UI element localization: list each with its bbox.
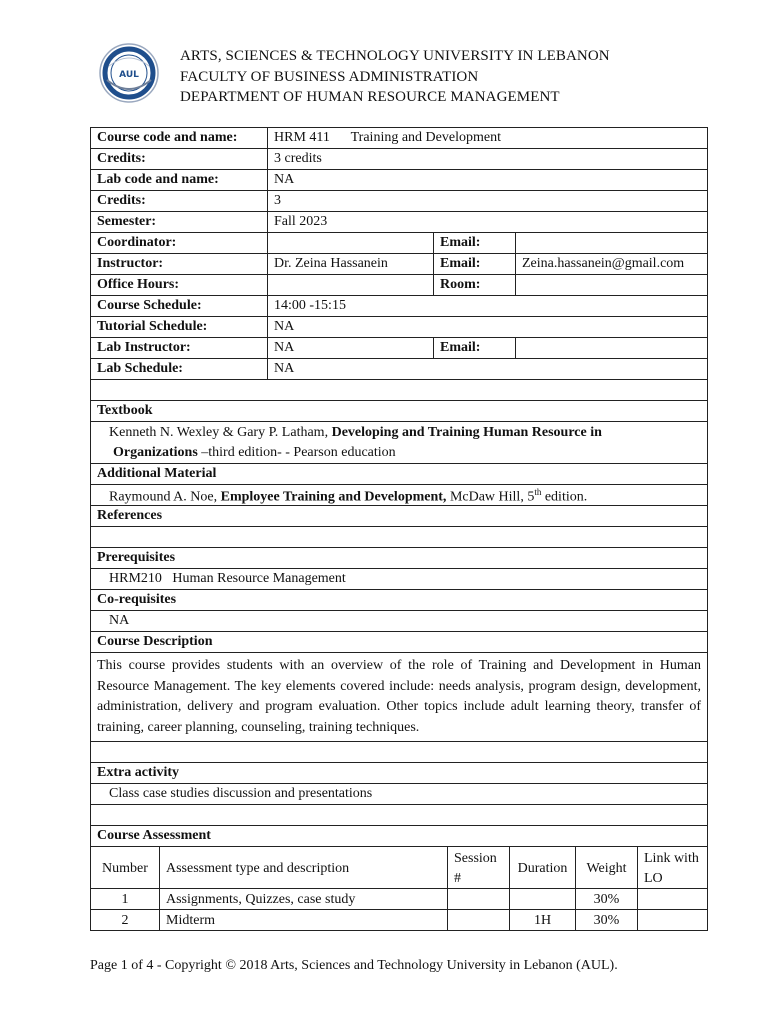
label-coordinator-email: Email: <box>433 233 515 253</box>
section-course-assessment <box>90 825 708 846</box>
value-tutorial-schedule: NA <box>267 317 707 337</box>
cell-duration: 1H <box>509 910 575 930</box>
row-semester <box>90 211 708 232</box>
col-link-lo: Link with LO <box>637 847 707 888</box>
label-credits: Credits: <box>97 151 146 166</box>
corequisites-value: NA <box>109 613 130 628</box>
course-description-content <box>90 652 708 741</box>
cell-session <box>447 910 509 930</box>
course-syllabus-table <box>90 127 708 931</box>
additional-material-text <box>91 485 707 505</box>
additional-material-content <box>90 484 708 505</box>
cell-link-lo <box>637 889 707 909</box>
heading-course-description: Course Description <box>97 634 213 649</box>
cell-weight: 30% <box>575 889 637 909</box>
label-office-hours: Office Hours: <box>97 277 180 292</box>
value-lab-credits: 3 <box>267 191 707 211</box>
cell-assessment-type: Midterm <box>159 910 447 930</box>
row-lab-instructor <box>90 337 708 358</box>
prerequisites-content <box>90 568 708 589</box>
section-textbook <box>90 400 708 421</box>
col-assessment-type: Assessment type and description <box>159 847 447 888</box>
row-coordinator <box>90 232 708 253</box>
label-room: Room: <box>433 275 515 295</box>
label-instructor-email: Email: <box>433 254 515 274</box>
table-row <box>90 909 708 931</box>
value-credits: 3 credits <box>267 149 707 169</box>
page-footer: Page 1 of 4 - Copyright © 2018 Arts, Sciences and Technology University in Lebanon (AUL). <box>90 958 618 973</box>
spacer-row-2 <box>90 741 708 762</box>
textbook-edition: –third edition- - Pearson education <box>197 445 396 460</box>
additional-author: Raymound A. Noe, <box>109 489 221 505</box>
row-course-schedule <box>90 295 708 316</box>
row-lab-schedule <box>90 358 708 379</box>
textbook-title-line1: Developing and Training Human Resource in <box>331 425 602 440</box>
value-lab-instructor: NA <box>267 338 433 358</box>
row-course-code <box>90 127 708 148</box>
additional-edition: edition. <box>541 489 588 505</box>
corequisites-content <box>90 610 708 631</box>
value-lab-schedule: NA <box>267 359 707 379</box>
label-tutorial-schedule: Tutorial Schedule: <box>97 319 208 334</box>
label-lab-schedule: Lab Schedule: <box>97 361 183 376</box>
heading-textbook: Textbook <box>97 403 153 418</box>
faculty-name: FACULTY OF BUSINESS ADMINISTRATION <box>180 68 479 85</box>
label-lab-code: Lab code and name: <box>97 172 219 187</box>
prerequisites-value: HRM210 Human Resource Management <box>109 571 346 586</box>
value-semester: Fall 2023 <box>267 212 707 232</box>
value-coordinator <box>267 233 433 253</box>
label-coordinator: Coordinator: <box>97 235 177 250</box>
row-lab-code <box>90 169 708 190</box>
assessment-header-row <box>90 846 708 888</box>
textbook-authors: Kenneth N. Wexley & Gary P. Latham, <box>109 425 332 440</box>
page-header <box>98 40 658 112</box>
heading-references: References <box>97 508 163 523</box>
value-lab-code: NA <box>267 170 707 190</box>
textbook-content <box>90 421 708 463</box>
cell-link-lo <box>637 910 707 930</box>
row-office-hours <box>90 274 708 295</box>
heading-extra-activity: Extra activity <box>97 765 180 780</box>
department-name: DEPARTMENT OF HUMAN RESOURCE MANAGEMENT <box>180 89 560 105</box>
value-instructor: Dr. Zeina Hassanein <box>267 254 433 274</box>
section-additional-material <box>90 463 708 484</box>
label-semester: Semester: <box>97 214 157 229</box>
section-prerequisites <box>90 547 708 568</box>
row-credits <box>90 148 708 169</box>
cell-number: 1 <box>121 892 129 907</box>
col-number: Number <box>102 860 148 876</box>
value-room <box>515 275 707 295</box>
course-description-text: This course provides students with an overview of the role of Training and Development in Human Resource Management. The key elements covered include: needs analysis, program design, development, administration, delivery and program evaluation. Other topics include adult learning theory, transfer of training, career planning, counseling, training techniques. <box>97 658 701 735</box>
additional-publisher: McDaw Hill, 5 <box>446 489 535 505</box>
row-instructor <box>90 253 708 274</box>
label-lab-credits: Credits: <box>97 193 146 208</box>
heading-course-assessment: Course Assessment <box>97 828 211 843</box>
textbook-text <box>91 422 707 463</box>
university-name: ARTS, SCIENCES & TECHNOLOGY UNIVERSITY IN LEBANON <box>180 48 610 64</box>
value-instructor-email: Zeina.hassanein@gmail.com <box>515 254 707 274</box>
col-duration: Duration <box>509 847 575 888</box>
section-corequisites <box>90 589 708 610</box>
value-course-schedule: 14:00 -15:15 <box>267 296 707 316</box>
section-extra-activity <box>90 762 708 783</box>
label-instructor: Instructor: <box>97 256 164 271</box>
label-course-schedule: Course Schedule: <box>97 298 202 313</box>
extra-activity-value: Class case studies discussion and presentations <box>109 786 373 801</box>
additional-sup: th <box>534 487 542 497</box>
textbook-title-line2: Organizations <box>113 445 198 460</box>
heading-prerequisites: Prerequisites <box>97 550 176 565</box>
value-course-code: HRM 411 Training and Development <box>267 128 707 148</box>
heading-additional-material: Additional Material <box>97 466 217 481</box>
table-row <box>90 888 708 909</box>
university-logo-icon <box>98 42 160 104</box>
value-coordinator-email <box>515 233 707 253</box>
references-content <box>90 526 708 547</box>
cell-session <box>447 889 509 909</box>
label-course-code: Course code and name: <box>97 130 238 145</box>
col-session: Session # <box>447 847 509 888</box>
additional-title: Employee Training and Development, <box>220 489 447 505</box>
label-lab-email: Email: <box>433 338 515 358</box>
cell-duration <box>509 889 575 909</box>
value-office-hours <box>267 275 433 295</box>
cell-weight: 30% <box>575 910 637 930</box>
extra-activity-content <box>90 783 708 804</box>
cell-number: 2 <box>121 913 129 928</box>
section-course-description <box>90 631 708 652</box>
row-tutorial-schedule <box>90 316 708 337</box>
section-references <box>90 505 708 526</box>
label-lab-instructor: Lab Instructor: <box>97 340 191 355</box>
row-lab-credits <box>90 190 708 211</box>
cell-assessment-type: Assignments, Quizzes, case study <box>159 889 447 909</box>
col-weight: Weight <box>575 847 637 888</box>
value-lab-email <box>515 338 707 358</box>
spacer-row <box>90 379 708 400</box>
spacer-row-3 <box>90 804 708 825</box>
heading-corequisites: Co-requisites <box>97 592 177 607</box>
logo-text: AUL <box>119 70 139 80</box>
